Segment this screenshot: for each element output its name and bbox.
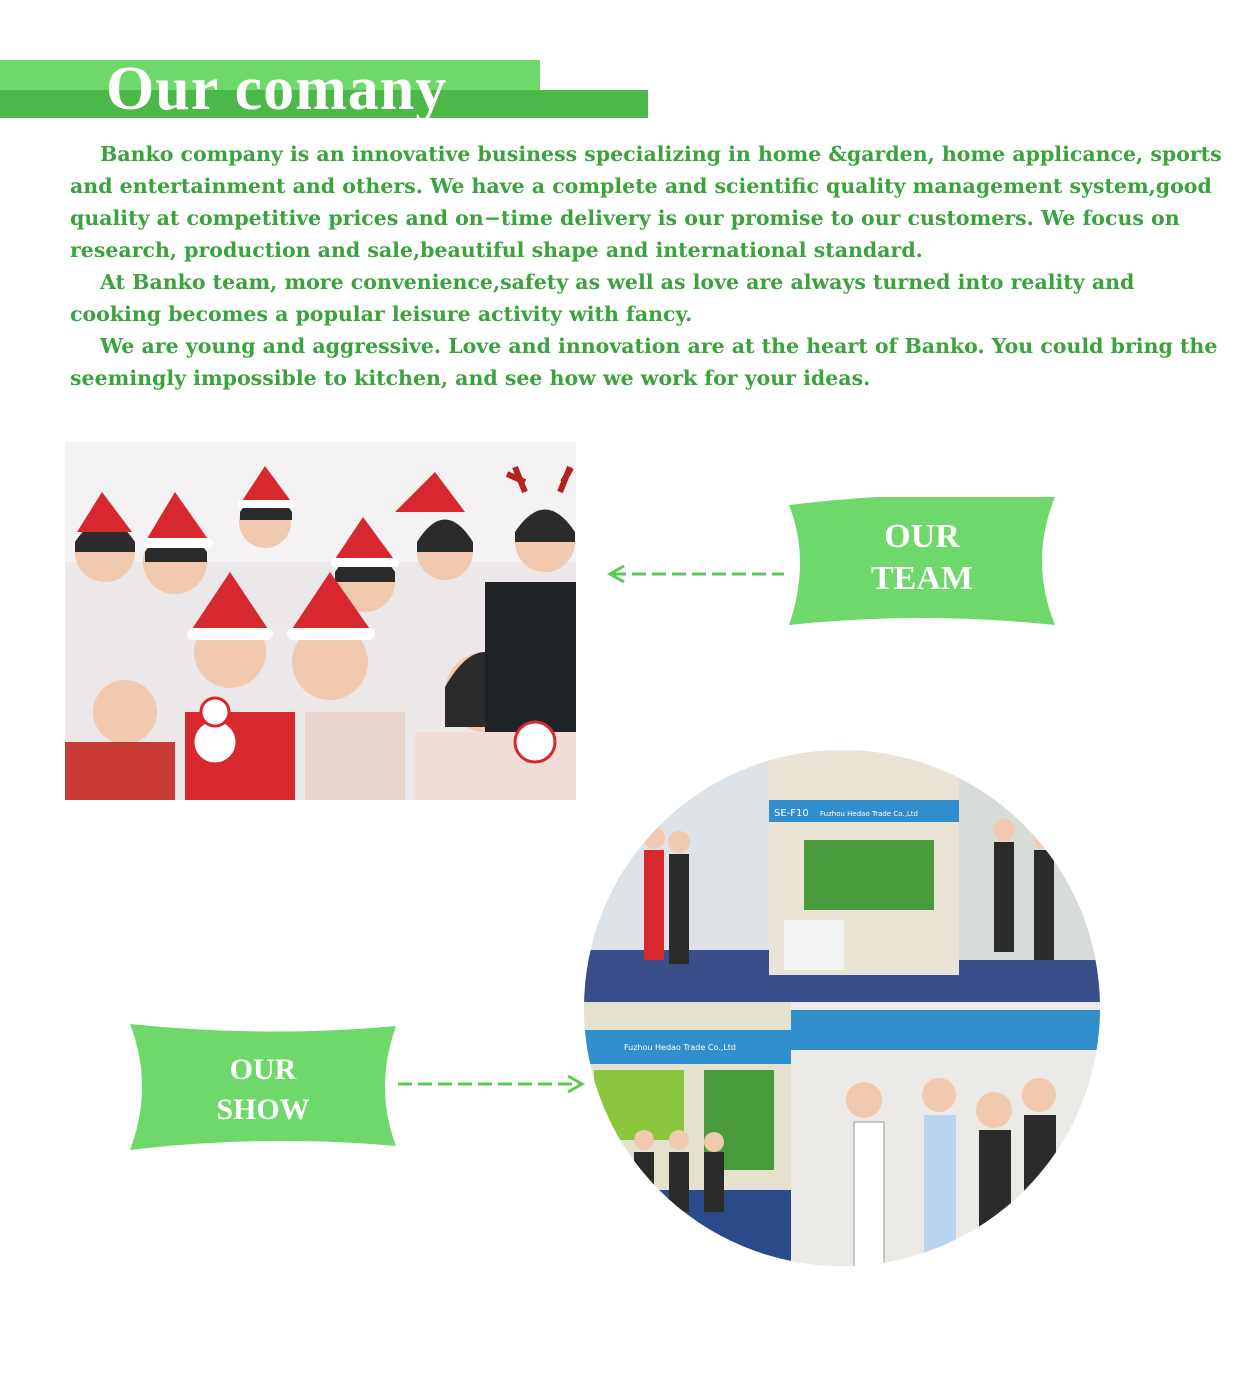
- team-photo-illustration: [65, 442, 576, 800]
- arrow-right-icon: [396, 1074, 588, 1094]
- our-team-line2: TEAM: [871, 560, 973, 597]
- booth-sign: SE-F10: [774, 808, 809, 819]
- intro-paragraph: Banko company is an innovative business specializing in home &garden, home applicance, sports and entertainment and others. We have a complete and scientific quality management system,good quality at competitive prices and on−time delivery is our promise to our customers. We focus on research, production and sale,beautiful shape and international standard.: [70, 142, 1222, 262]
- trade-show-illustration: [584, 750, 1100, 1266]
- our-team-line1: OUR: [884, 518, 960, 555]
- our-show-line2: SHOW: [216, 1093, 310, 1126]
- page-title: Our comany: [106, 55, 448, 123]
- team-photo: [65, 442, 576, 800]
- intro-paragraph: At Banko team, more convenience,safety as well as love are always turned into reality and cooking becomes a popular leisure activity with fancy.: [70, 270, 1135, 326]
- trade-show-photo: [584, 750, 1100, 1266]
- booth-sign: Fuzhou Hedao Trade Co.,Ltd: [624, 1043, 736, 1052]
- our-show-banner: [130, 1024, 396, 1150]
- booth-sign: Fuzhou Hedao Trade Co.,Ltd: [820, 810, 918, 818]
- our-show-line1: OUR: [229, 1053, 297, 1086]
- arrow-left-icon: [606, 564, 786, 584]
- intro-paragraph: We are young and aggressive. Love and innovation are at the heart of Banko. You could bring the seemingly impossible to kitchen, and see how we work for your ideas.: [70, 334, 1218, 390]
- our-team-banner: [789, 497, 1055, 625]
- company-intro: [70, 138, 1230, 394]
